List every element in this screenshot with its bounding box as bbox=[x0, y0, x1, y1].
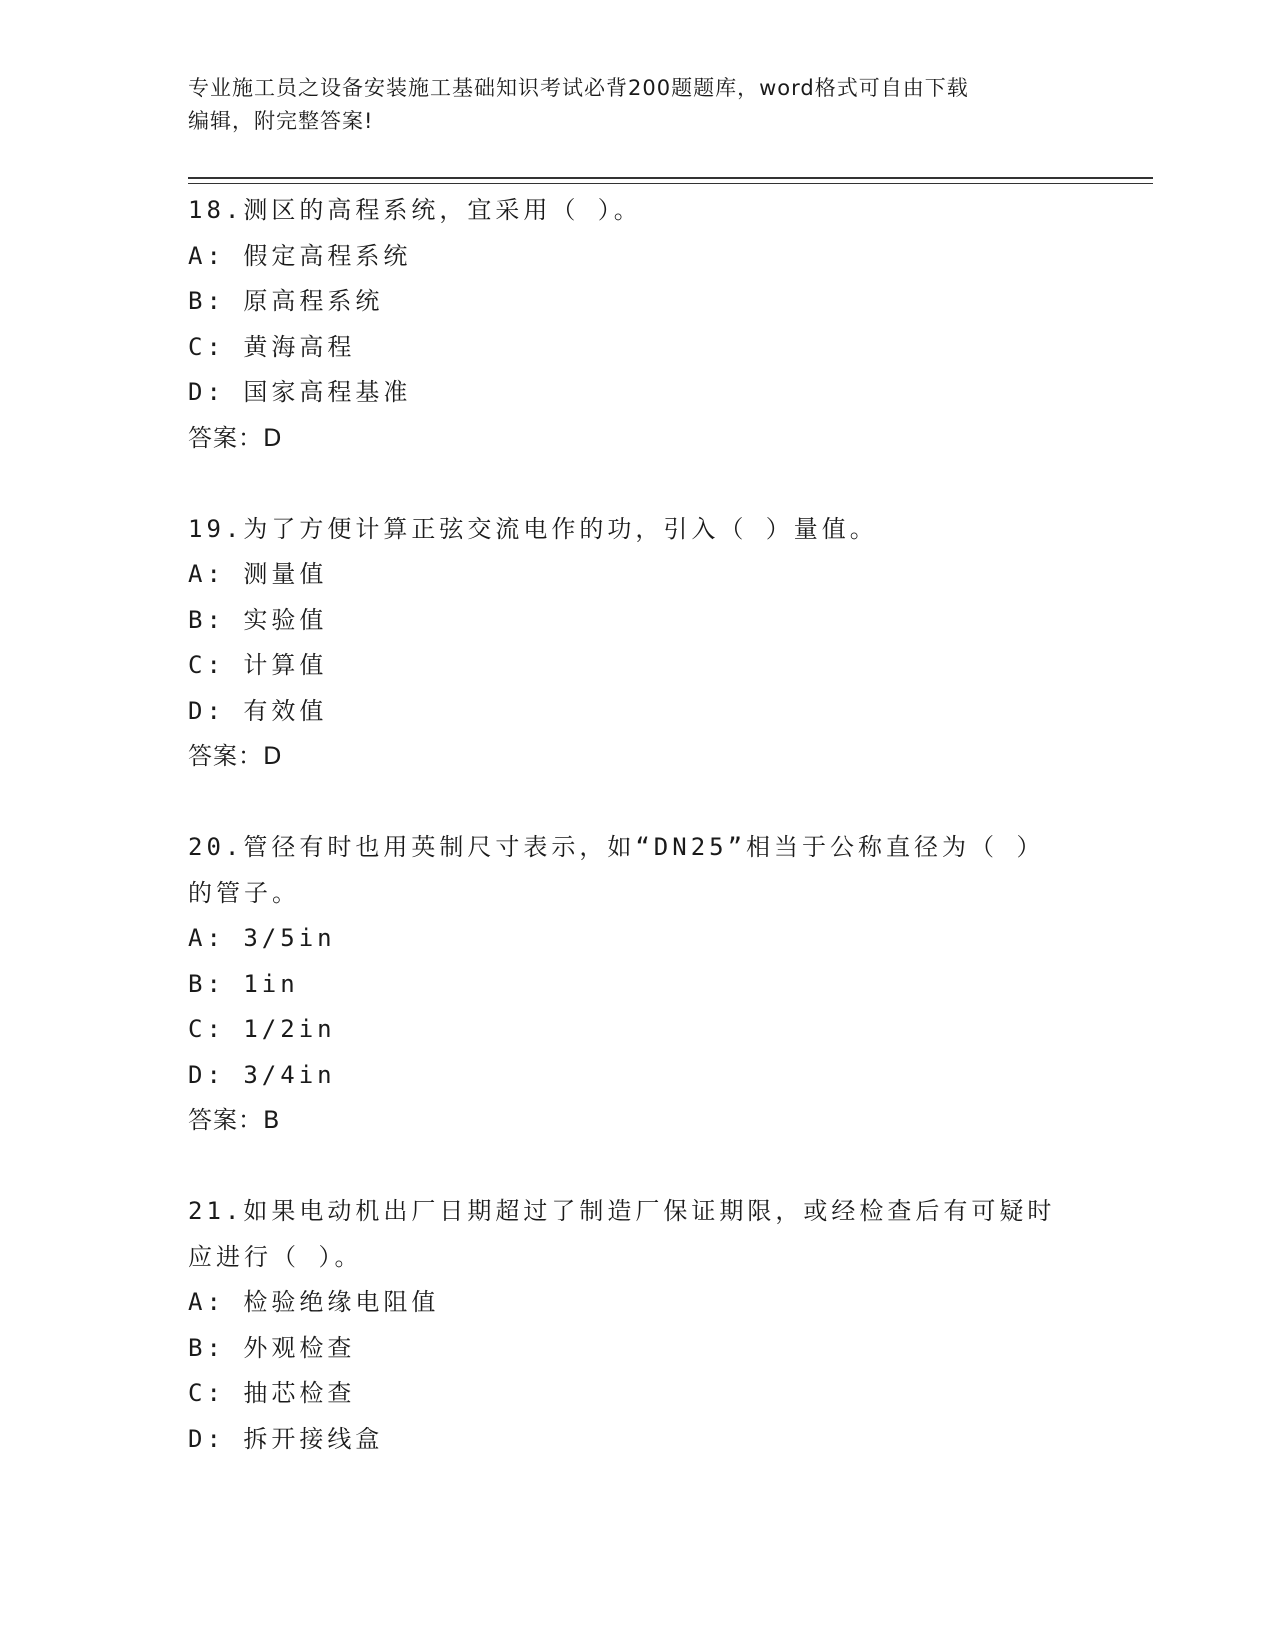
question-20 bbox=[188, 825, 1088, 1144]
document-header bbox=[188, 72, 1088, 138]
header-line-1: 专业施工员之设备安装施工基础知识考试必背200题题库，word格式可自由下载 bbox=[188, 76, 969, 100]
option-b: B: 1in bbox=[188, 969, 299, 998]
option-c: C: 1/2in bbox=[188, 1015, 336, 1043]
option-c: C: 黄海高程 bbox=[188, 332, 356, 361]
option-b: B: 实验值 bbox=[188, 605, 328, 634]
question-19 bbox=[188, 507, 1088, 780]
question-stem: 21.如果电动机出厂日期超过了制造厂保证期限，或经检查后有可疑时 bbox=[188, 1197, 1056, 1225]
option-d: D: 拆开接线盒 bbox=[188, 1424, 384, 1453]
question-stem-continued: 应进行（ ）。 bbox=[188, 1242, 363, 1271]
header-divider-thick bbox=[188, 177, 1153, 179]
question-stem-continued: 的管子。 bbox=[188, 878, 300, 907]
question-stem: 19.为了方便计算正弦交流电作的功，引入（ ）量值。 bbox=[188, 514, 878, 543]
question-18 bbox=[188, 188, 1088, 461]
option-d: D: 3/4in bbox=[188, 1060, 336, 1089]
option-a: A: 3/5in bbox=[188, 924, 336, 952]
answer: 答案：D bbox=[188, 742, 283, 770]
option-a: A: 假定高程系统 bbox=[188, 241, 412, 270]
answer: 答案：B bbox=[188, 1106, 281, 1134]
header-divider-thin bbox=[188, 183, 1153, 184]
answer: 答案：D bbox=[188, 423, 283, 452]
question-list bbox=[188, 188, 1088, 1462]
option-b: B: 外观检查 bbox=[188, 1333, 356, 1362]
option-a: A: 测量值 bbox=[188, 560, 328, 588]
option-d: D: 国家高程基准 bbox=[188, 378, 412, 406]
option-d: D: 有效值 bbox=[188, 696, 328, 725]
option-b: B: 原高程系统 bbox=[188, 287, 384, 315]
question-spacer bbox=[188, 461, 1088, 507]
question-spacer bbox=[188, 1144, 1088, 1190]
header-line-2: 编辑，附完整答案! bbox=[188, 109, 374, 133]
option-a: A: 检验绝缘电阻值 bbox=[188, 1288, 440, 1316]
question-stem: 18.测区的高程系统，宜采用（ ）。 bbox=[188, 196, 642, 224]
question-spacer bbox=[188, 780, 1088, 826]
option-c: C: 计算值 bbox=[188, 651, 328, 679]
question-stem: 20.管径有时也用英制尺寸表示，如“DN25”相当于公称直径为（ ） bbox=[188, 833, 1045, 861]
question-21 bbox=[188, 1189, 1088, 1462]
option-c: C: 抽芯检查 bbox=[188, 1379, 356, 1407]
